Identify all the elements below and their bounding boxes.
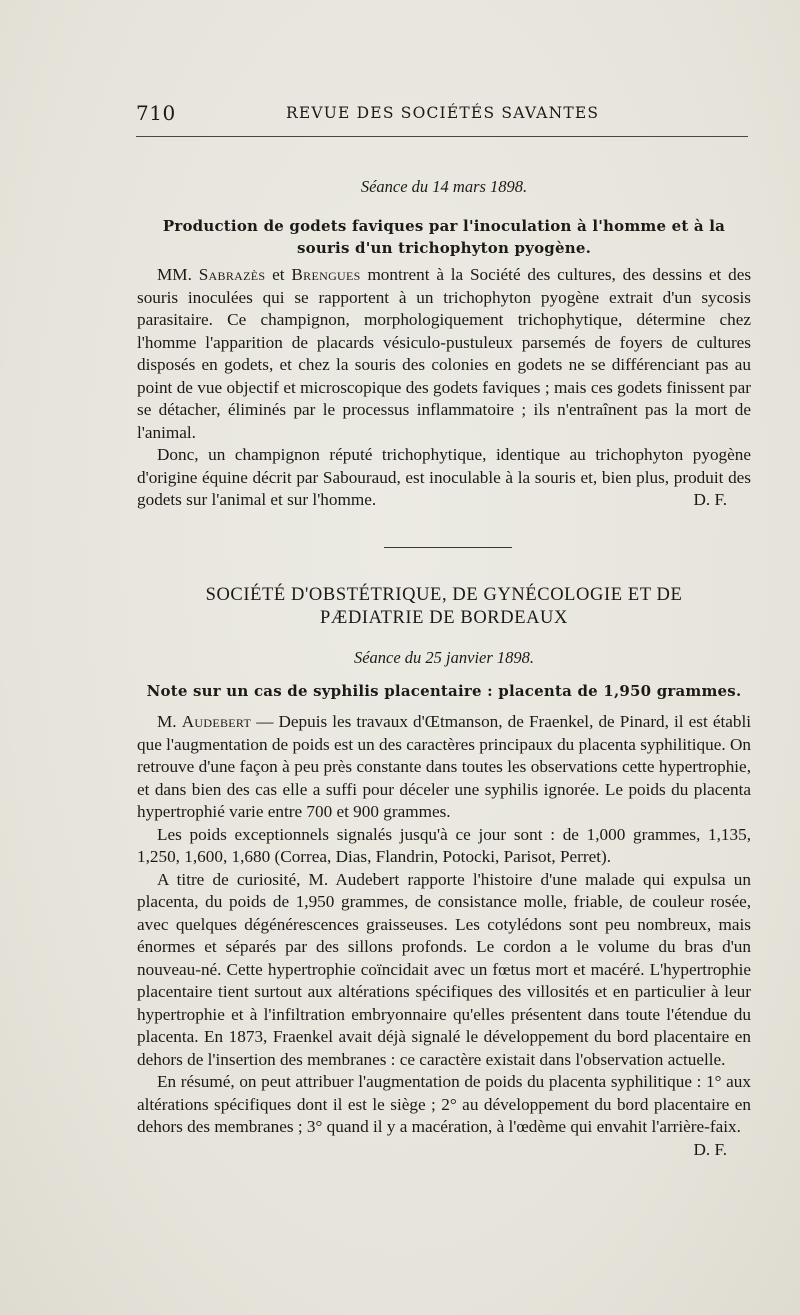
paragraph-text: Donc, un champignon réputé trichophytique, identique au trichophyton pyogène d'origine équine décrit par Sabouraud, est inoculable à la souris et, bien plus, produit des godets sur l'animal et sur l'homme. — [137, 445, 751, 509]
article-title-1-line2: souris d'un trichophyton pyogène. — [297, 239, 591, 257]
paragraph — [137, 869, 751, 1072]
header-rule — [136, 136, 748, 137]
society-heading-line1: SOCIÉTÉ D'OBSTÉTRIQUE, DE GYNÉCOLOGIE ET DE — [205, 585, 683, 605]
session-date-2: Séance du 25 janvier 1898. — [353, 648, 535, 667]
paragraph — [137, 264, 751, 444]
author-name: Sabrazès — [198, 265, 266, 284]
honorific: MM. — [157, 265, 192, 284]
signature: D. F. — [693, 1139, 727, 1159]
page-header — [136, 97, 748, 135]
conjunction: et — [272, 265, 285, 284]
paragraph-text: montrent à la Société des cultures, des dessins et des souris inoculées qui se rapportent à un trichophyton pyogène extrait d'un sycosis parasitaire. Ce champignon, morphologiquement trichophytique, détermine chez l'homme l'apparition de placards vésiculo-pustuleux parsemés de foyers de cultures disposés en godets, et chez la souris des colonies en godets ne se différenciant pas au point de vue objectif et microscopique des godets faviques ; mais ces godets finissent par se détacher, éliminés par le processus inflammatoire ; ils n'entraînent pas la mort de l'animal. — [137, 265, 752, 442]
article-title-1 — [137, 215, 751, 259]
paragraph-text: Les poids exceptionnels signalés jusqu'à ce jour sont : de 1,000 grammes, 1,135, 1,250, 1,600, 1,680 (Correa, Dias, Flandrin, Potocki, Parisot, Perret). — [137, 824, 751, 866]
society-heading-line2: PÆDIATRIE DE BORDEAUX — [320, 608, 568, 628]
author-name: Audebert — [181, 712, 252, 731]
honorific: M. — [157, 712, 177, 731]
paragraph — [137, 444, 751, 512]
page-number: 710 — [136, 101, 176, 125]
session-date-1: Séance du 14 mars 1898. — [360, 177, 528, 196]
section-divider — [384, 547, 512, 548]
paragraph-text: — Depuis les travaux d'Œtmanson, de Fraenkel, de Pinard, il est établi que l'augmentation de poids est un des caractères principaux du placenta syphilitique. On retrouve d'une façon à peu près constante dans toutes les observations cette hypertrophie, et dans bien des cas elle a suffi pour déceler une syphilis ignorée. Le poids du placenta hypertrophié varie entre 700 et 900 grammes. — [137, 712, 752, 821]
article-body-1 — [137, 264, 751, 512]
author-name: Brengues — [291, 265, 361, 284]
article-title-2: Note sur un cas de syphilis placentaire : placenta de 1,950 grammes. — [146, 682, 742, 700]
paragraph-text: En résumé, on peut attribuer l'augmentation de poids du placenta syphilitique : 1° aux altérations spécifiques dont il est le siège ; 2° au développement du bord placentaire en dehors des membranes ; 3° quand il y a macération, à l'œdème qui envahit l'arrière-faix. — [137, 1072, 751, 1136]
signature: D. F. — [693, 490, 727, 509]
paragraph — [137, 824, 751, 869]
article-body-2 — [137, 711, 751, 1161]
paragraph — [137, 711, 751, 824]
society-heading — [137, 584, 751, 630]
article-title-1-line1: Production de godets faviques par l'inoculation à l'homme et à la — [162, 217, 726, 235]
paragraph — [137, 1071, 751, 1159]
running-title: REVUE DES SOCIÉTÉS SAVANTES — [286, 104, 600, 122]
paragraph-text: A titre de curiosité, M. Audebert rapporte l'histoire d'une malade qui expulsa un placenta, du poids de 1,950 grammes, de consistance molle, friable, de couleur rosée, avec quelques dégénérescences graisseuses. Les cotylédons sont peu nombreux, mais énormes et séparés par des sillons profonds. Le cordon a le volume du bras d'un nouveau-né. Cette hypertrophie coïncidait avec un fœtus mort et macéré. L'hypertrophie placentaire tient surtout aux altérations spécifiques des villosités et en particulier à leur hypertrophie et à l'infiltration embryonnaire qu'elles présentent dans toute l'étendue du placenta. En 1873, Fraenkel avait déjà signalé le développement du bord placentaire en dehors de l'insertion des membranes : ce caractère existait dans l'observation actuelle. — [137, 869, 751, 1069]
